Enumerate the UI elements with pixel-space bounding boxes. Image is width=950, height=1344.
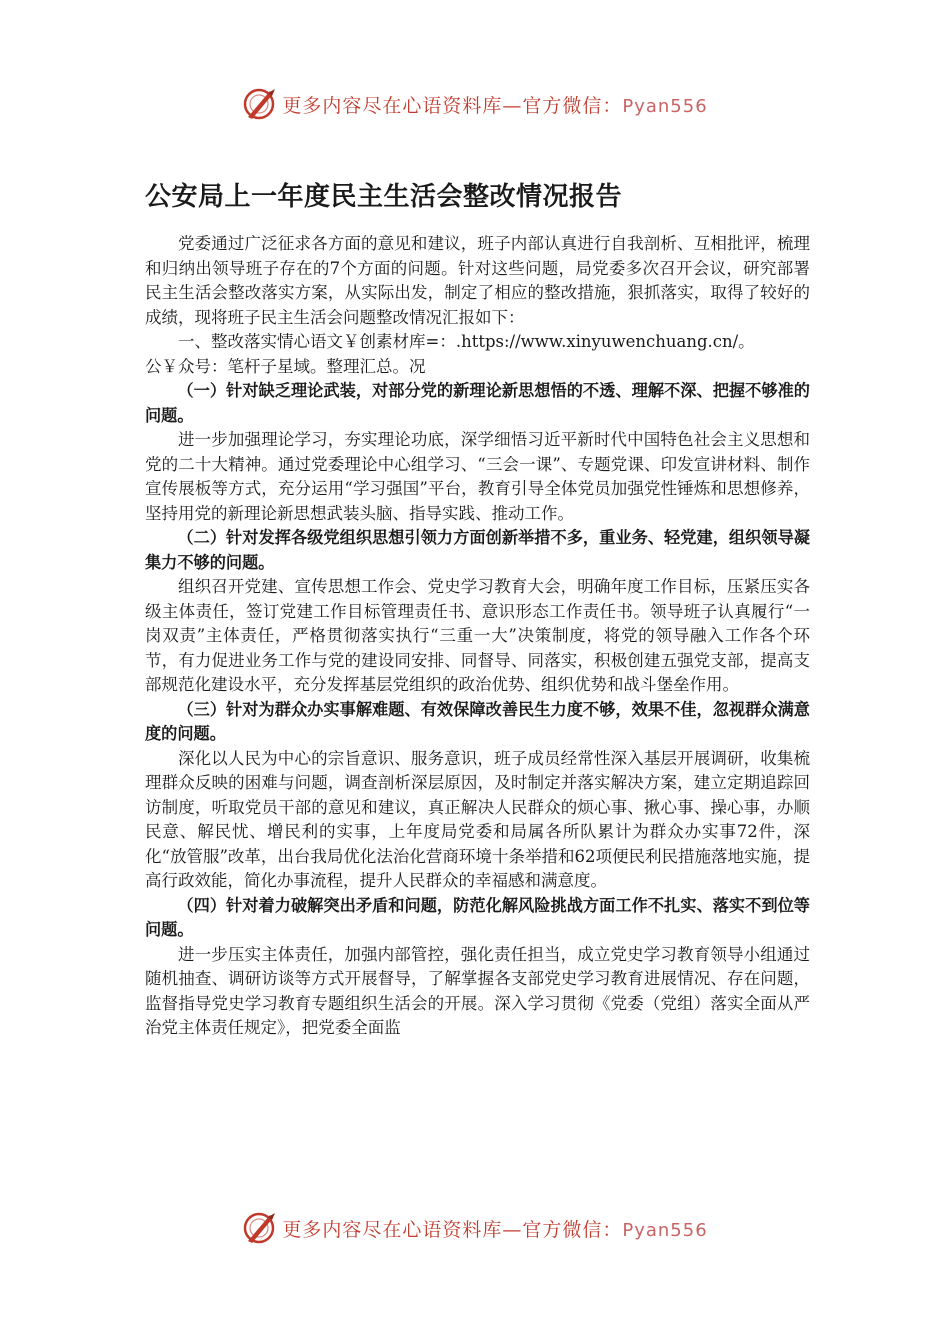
subheading-2: （二）针对发挥各级党组织思想引领力方面创新举措不多，重业务、轻党建，组织领导凝集力不够的问题。 xyxy=(145,528,810,572)
paragraph-4: 进一步压实主体责任，加强内部管控，强化责任担当，成立党史学习教育领导小组通过随机抽查、调研访谈等方式开展督导，了解掌握各支部党史学习教育进展情况、存在问题，监督指导党史学习教育专题组织生活会的开展。深入学习贯彻《党委（党组）落实全面从严治党主体责任规定》，把党委全面监 xyxy=(145,944,810,1037)
subheading-3: （三）针对为群众办实事解难题、有效保障改善民生力度不够，效果不佳，忽视群众满意度的问题。 xyxy=(145,699,810,743)
banner-text: 更多内容尽在心语资料库—官方微信：Pyan556 xyxy=(282,94,708,117)
document-body xyxy=(145,232,810,1041)
subheading-1: （一）针对缺乏理论武装，对部分党的新理论新思想悟的不透、理解不深、把握不够准的问题。 xyxy=(145,381,810,425)
subheading-4: （四）针对着力破解突出矛盾和问题，防范化解风险挑战方面工作不扎实、落实不到位等问题。 xyxy=(145,895,810,939)
quill-logo-icon xyxy=(242,1210,278,1246)
paragraph-3: 深化以人民为中心的宗旨意识、服务意识，班子成员经常性深入基层开展调研，收集梳理群众反映的困难与问题，调查剖析深层原因，及时制定并落实解决方案，建立定期追踪回访制度，听取党员干部的意见和建议，真正解决人民群众的烦心事、揪心事、操心事，办顺民意、解民忧、增民利的实事，上年度局党委和局属各所队累计为群众办实事72件，深化“放管服”改革，出台我局优化法治化营商环境十条举措和62项便民利民措施落地实施，提高行政效能，简化办事流程，提升人民群众的幸福感和满意度。 xyxy=(145,748,810,890)
quill-logo-icon xyxy=(242,86,278,122)
wechat-id: Pyan556 xyxy=(622,1219,708,1241)
wechat-id: Pyan556 xyxy=(622,95,708,117)
banner-text: 更多内容尽在心语资料库—官方微信：Pyan556 xyxy=(282,1218,708,1241)
section-heading-one: 一、整改落实情心语文￥创素材库=：.https://www.xinyuwenchuang.cn/。 xyxy=(178,332,755,351)
section-heading-one-cont: 公￥众号：笔杆子星域。整理汇总。况 xyxy=(145,356,426,376)
paragraph-2: 组织召开党建、宣传思想工作会、党史学习教育大会，明确年度工作目标，压紧压实各级主体责任，签订党建工作目标管理责任书、意识形态工作责任书。领导班子认真履行“一岗双责”主体责任，严格贯彻落实执行“三重一大”决策制度，将党的领导融入工作各个环节，有力促进业务工作与党的建设同安排、同督导、同落实，积极创建五强党支部，提高支部规范化建设水平，充分发挥基层党组织的政治优势、组织优势和战斗堡垒作用。 xyxy=(145,577,810,694)
paragraph-1: 进一步加强理论学习，夯实理论功底，深学细悟习近平新时代中国特色社会主义思想和党的二十大精神。通过党委理论中心组学习、“三会一课”、专题党课、印发宣讲材料、制作宣传展板等方式，充分运用“学习强国”平台，教育引导全体党员加强党性锤炼和思想修养，坚持用党的新理论新思想武装头脑、指导实践、推动工作。 xyxy=(145,430,810,523)
page-title: 公安局上一年度民主生活会整改情况报告 xyxy=(145,182,623,212)
header-banner xyxy=(0,84,950,124)
intro-paragraph: 党委通过广泛征求各方面的意见和建议，班子内部认真进行自我剖析、互相批评，梳理和归纳出领导班子存在的7个方面的问题。针对这些问题，局党委多次召开会议，研究部署民主生活会整改落实方案，从实际出发，制定了相应的整改措施，狠抓落实，取得了较好的成绩，现将班子民主生活会问题整改情况汇报如下： xyxy=(145,234,810,327)
footer-banner xyxy=(0,1208,950,1248)
